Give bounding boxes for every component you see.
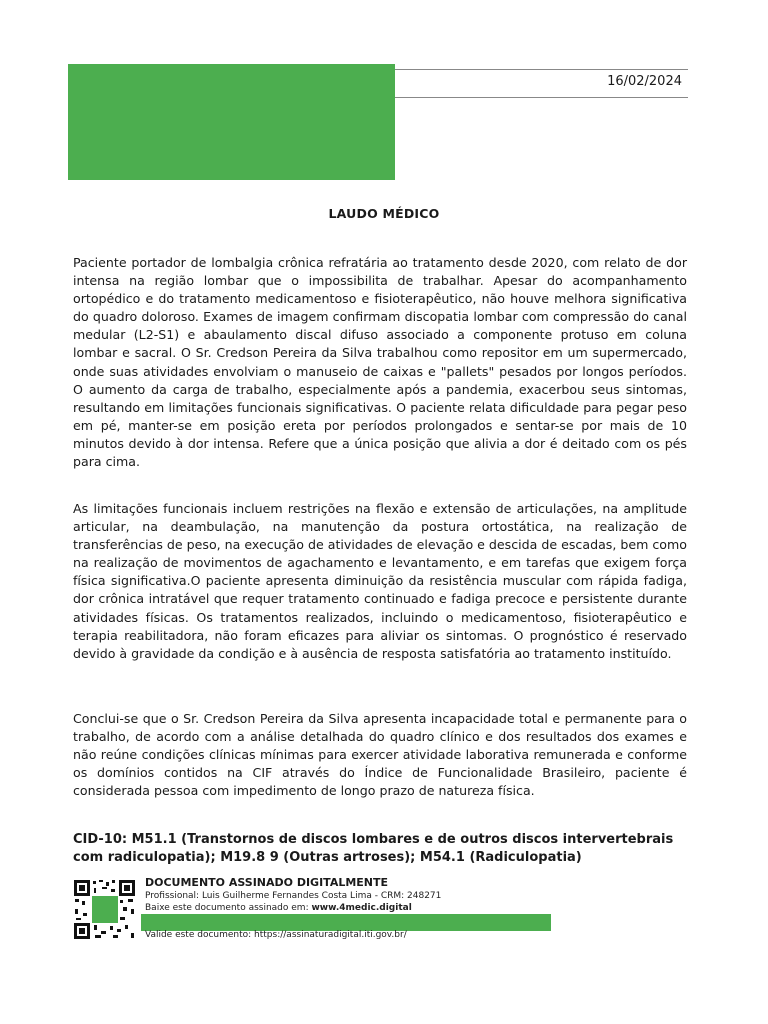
header-logo-placeholder bbox=[68, 64, 395, 180]
signature-professional: Profissional: Luis Guilherme Fernandes Costa Lima - CRM: 248271 bbox=[145, 891, 442, 901]
header-divider bbox=[395, 69, 688, 70]
signature-download-label: Baixe este documento assinado em: bbox=[145, 903, 312, 913]
signature-download-link[interactable]: www.4medic.digital bbox=[311, 903, 412, 913]
paragraph-history: Paciente portador de lombalgia crônica refratária ao tratamento desde 2020, com relato de dor intensa na região lombar que o impossibilita de trabalhar. Apesar do acompanhamento ortopédico e do tratamento medicamentoso e fisioterapêutico, não houve melhora significativa do quadro doloroso. Exames de imagem confirmam discopatia lombar com compressão do canal medular (L2-S1) e abaulamento discal difuso associado a componente protuso em coluna lombar e sacral. O Sr. Credson Pereira da Silva trabalhou como repositor em um supermercado, onde suas atividades envolviam o manuseio de caixas e "pallets" pesados por longos períodos. O aumento da carga de trabalho, especialmente após a pandemia, exacerbou seus sintomas, resultando em limitações funcionais significativas. O paciente relata dificuldade para pegar peso em pé, manter-se em posição ereta por períodos prolongados e sentar-se por mais de 10 minutos devido à dor intensa. Refere que a única posição que alivia a dor é deitado com os pés para cima. bbox=[73, 255, 687, 470]
cid-codes: CID-10: M51.1 (Transtornos de discos lombares e de outros discos intervertebrais com radiculopatia); M19.8 9 (Outras artroses); M54.1 (Radiculopatia) bbox=[73, 832, 674, 865]
document-title: LAUDO MÉDICO bbox=[328, 206, 440, 221]
digital-signature-block bbox=[145, 876, 565, 914]
header-divider-bottom bbox=[395, 97, 688, 98]
signature-download-line bbox=[145, 902, 565, 914]
paragraph-conclusion: Conclui-se que o Sr. Credson Pereira da Silva apresenta incapacidade total e permanente para o trabalho, de acordo com a análise detalhada do quadro clínico e dos resultados dos exames e não reúne condições clínicas mínimas para exercer atividade laborativa remunerada e conforme os domínios contidos na CIF através do Índice de Funcionalidade Brasileiro, paciente é considerada pessoa com impedimento de longo prazo de natureza física. bbox=[73, 711, 687, 799]
document-date: 16/02/2024 bbox=[607, 74, 682, 89]
signature-title: DOCUMENTO ASSINADO DIGITALMENTE bbox=[145, 876, 389, 889]
qr-code-icon[interactable] bbox=[73, 879, 136, 940]
paragraph-limitations: As limitações funcionais incluem restrições na flexão e extensão de articulações, na amplitude articular, na deambulação, na manutenção da postura ortostática, na realização de transferências de peso, na execução de atividades de elevação e descida de escadas, bem como na realização de movimentos de agachamento e levantamento, e em tarefas que exigem força física significativa.O paciente apresenta diminuição da resistência muscular com rápida fadiga, dor crônica intratável que requer tratamento continuado e fadiga precoce e persistente durante atividades físicas. Os tratamentos realizados, incluindo o medicamentoso, fisioterapêutico e terapia reabilitadora, não foram eficazes para aliviar os sintomas. O prognóstico é reservado devido à gravidade da condição e à ausência de resposta satisfatória ao tratamento instituído. bbox=[73, 501, 687, 661]
signature-validate-link[interactable]: Valide este documento: https://assinaturadigital.iti.gov.br/ bbox=[145, 930, 407, 940]
